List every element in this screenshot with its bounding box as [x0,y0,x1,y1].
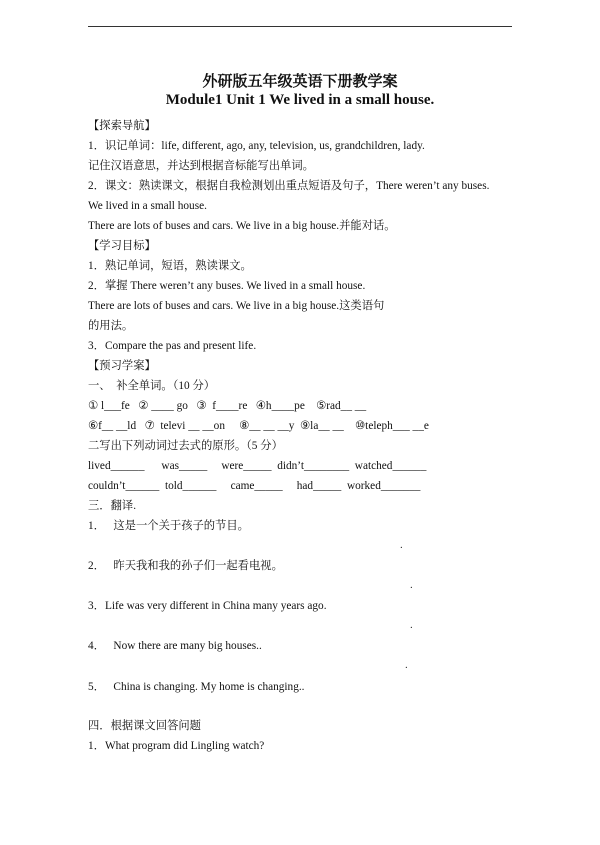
answer-mark: . [405,659,408,671]
goal-item: 3．Compare the pas and present life. [88,340,257,352]
translation-item: 1． 这是一个关于孩子的节目。 [88,520,249,532]
translation-item: 3．Life was very different in China many years ago. [88,600,327,612]
text-instruction: 2．课文：熟读课文，根据自我检测划出重点短语及句子，There weren’t any buses. [88,180,490,192]
section-heading-explore: 【探索导航】 [88,120,156,132]
answer-mark: . [400,539,403,551]
answer-mark: . [410,619,413,631]
exercise-heading: 四．根据课文回答问题 [88,720,201,732]
section-heading-preview: 【预习学案】 [88,360,156,372]
exercise-heading: 一、 补全单词。（10 分） [88,380,216,392]
title-chinese: 外研版五年级英语下册教学案 [202,74,398,90]
top-rule [88,26,512,27]
goal-item: 1．熟记单词，短语，熟读课文。 [88,260,252,272]
exercise-heading: 三．翻译. [88,500,137,512]
answer-mark: . [410,579,413,591]
title-english: Module1 Unit 1 We lived in a small house. [165,92,435,108]
translation-item: 2． 昨天我和我的孙子们一起看电视。 [88,560,283,572]
exercise-heading: 二写出下列动词过去式的原形。（5 分） [88,440,283,452]
question-item: 1．What program did Lingling watch? [88,740,265,752]
word-fill-row: ⑥f__ __ld ⑦ televi __ __on ⑧__ __ __y ⑨la__ __ ⑩teleph___ __e [88,420,429,432]
word-fill-row: ① l___fe ② ____ go ③ f____re ④h____pe ⑤rad__ __ [88,400,367,412]
section-heading-goals: 【学习目标】 [88,240,156,252]
goal-item-continued: There are lots of buses and cars. We live in a big house.这类语句 [88,300,385,312]
vocab-line: 1．识记单词：life, different, ago, any, television, us, grandchildren, lady. [88,140,425,152]
goal-item: 2．掌握 There weren’t any buses. We lived in a small house. [88,280,366,292]
verb-fill-row: lived______ was_____ were_____ didn’t________ watched______ [88,460,427,472]
vocab-instruction: 记住汉语意思，并达到根据音标能写出单词。 [88,160,314,172]
verb-fill-row: couldn’t______ told______ came_____ had_____ worked_______ [88,480,421,492]
text-sentence: We lived in a small house. [88,200,207,212]
goal-item-continued: 的用法。 [88,320,134,332]
text-sentence: There are lots of buses and cars. We live in a big house.并能对话。 [88,220,396,232]
translation-item: 5． China is changing. My home is changing.. [88,681,305,693]
translation-item: 4． Now there are many big houses.. [88,640,262,652]
